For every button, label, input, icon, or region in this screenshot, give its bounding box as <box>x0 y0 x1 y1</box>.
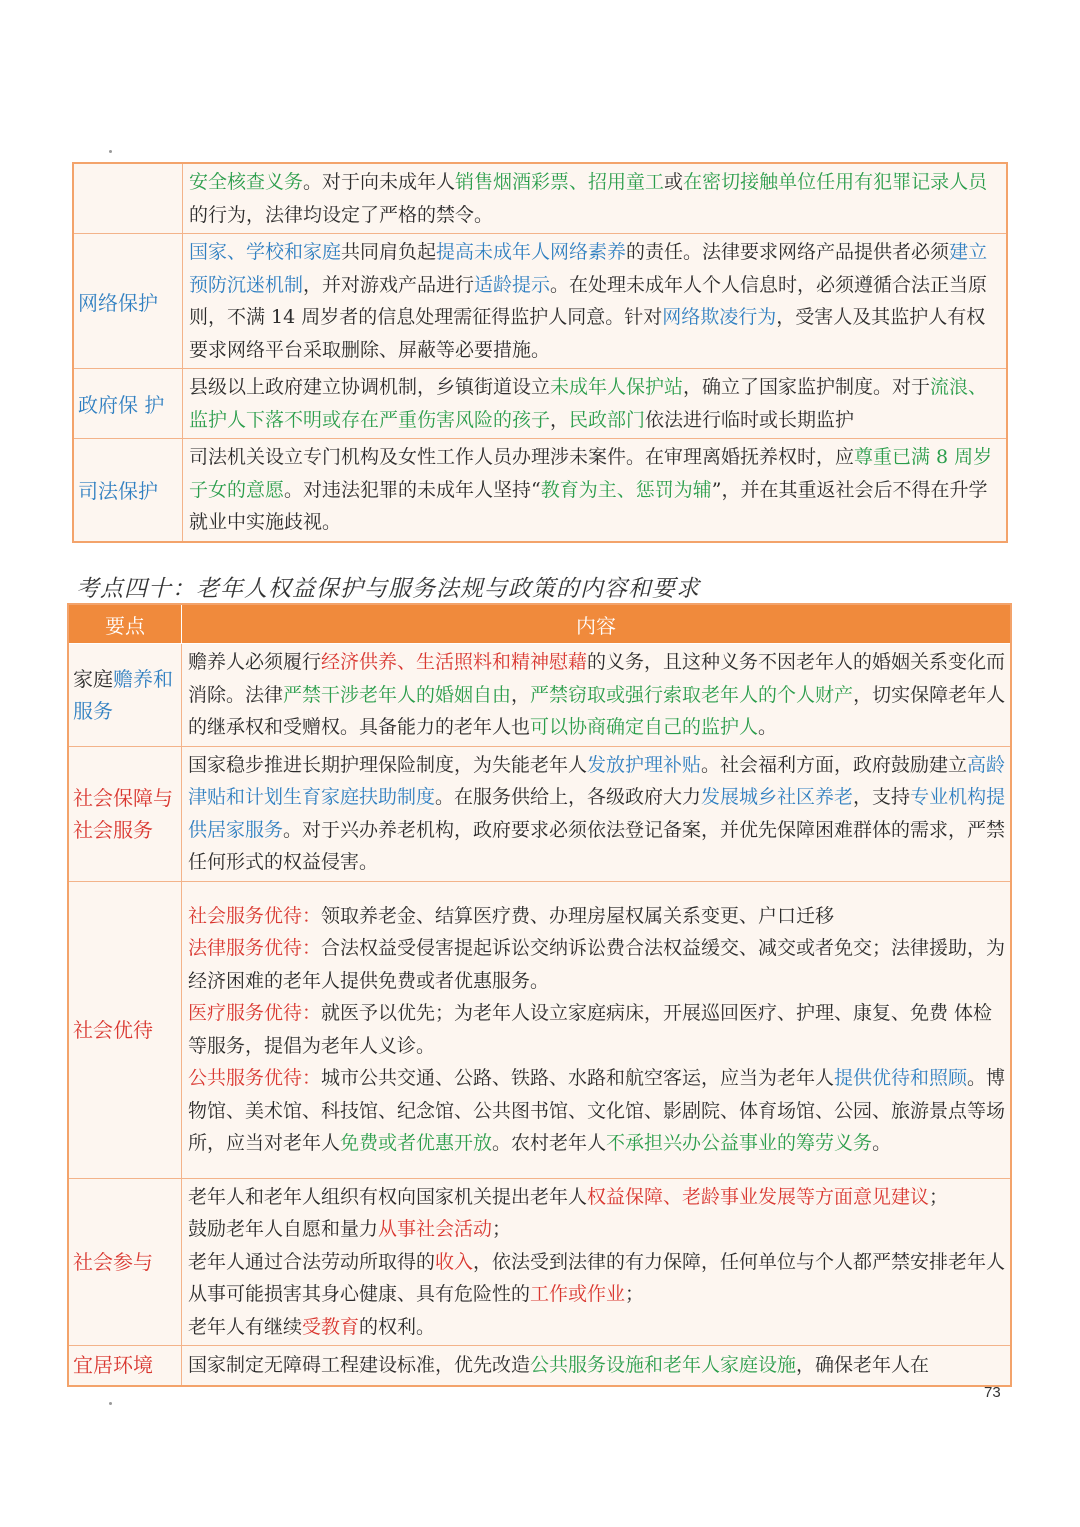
row-key <box>73 163 183 234</box>
elderly-rights-table <box>67 603 1012 1387</box>
text-run: 工作或作业 <box>530 1283 626 1305</box>
text-run: 民政部门 <box>569 408 646 431</box>
table-row <box>73 439 1007 542</box>
text-run: 老年人有继续 <box>188 1315 303 1338</box>
text-run: 网络欺凌行为 <box>662 306 777 328</box>
elderly-rights-table-body <box>68 644 1011 1386</box>
text-run: 不承担兴办公益事业的筹劳义务 <box>606 1132 873 1154</box>
text-run: 收入 <box>435 1250 474 1273</box>
text-run: ， <box>550 408 570 431</box>
table-row <box>73 163 1007 234</box>
text-run: 的义务，且这种义务不因老年人的婚姻关系变化而消除。法律 <box>188 651 1006 706</box>
row-key <box>68 746 182 881</box>
text-run: 公共服务设施和老年人家庭设施 <box>530 1354 797 1376</box>
minor-protection-table-body <box>73 163 1007 542</box>
text-run: ，依法受到法律的有力保障，任何单位与个人都严禁安排老年人从事可能损害其身心健康、具有危险性的 <box>188 1250 1006 1305</box>
table-row <box>68 644 1011 747</box>
text-run: 社会服务优待： <box>188 904 322 927</box>
row-content <box>182 644 1012 747</box>
text-run: 未成年人保护站 <box>550 376 684 398</box>
text-run: 。 <box>758 716 778 738</box>
section-heading: 考点四十：老年人权益保护与服务法规与政策的内容和要求 <box>76 576 700 602</box>
scan-dot-bottom <box>109 1402 112 1405</box>
content-line <box>188 932 1006 997</box>
text-run: ，并对游戏产品进行 <box>303 273 475 296</box>
table-row <box>68 746 1011 881</box>
text-run: 专业机构提供居家服务 <box>188 786 1006 841</box>
row-key: 政府保 护 <box>73 369 183 439</box>
text-run: 依法进行临时或长期监护 <box>645 408 855 431</box>
text-run: 的行为，法律均设定了严格的禁令。 <box>189 203 494 226</box>
row-key <box>68 1178 182 1346</box>
text-run: 司法机关设立专门机构及女性工作人员办理涉未案件。在审理离婚抚养权时，应 <box>189 446 855 468</box>
row-key <box>68 1346 182 1386</box>
content-line <box>188 1349 1006 1382</box>
text-run: 。对于向未成年人 <box>303 171 456 193</box>
text-run: 。对于兴办养老机构，政府要求必须依法登记备案，并优先保障困难群体的需求，严禁任何形式的权益侵害。 <box>188 818 1006 873</box>
table-row <box>68 1178 1011 1346</box>
text-run: 共同肩负起 <box>341 241 437 263</box>
text-run: 。 <box>872 1132 892 1154</box>
text-run: 严禁窃取或强行索取老年人的个人财产 <box>530 683 854 706</box>
text-run: 的权利。 <box>359 1315 436 1338</box>
text-run: 教育为主、惩罚为辅 <box>540 478 712 501</box>
text-run: 从事社会活动 <box>378 1218 493 1240</box>
text-run: 。农村老年人 <box>492 1132 607 1154</box>
table-header-row <box>68 604 1011 644</box>
text-run: 发展城乡社区养老 <box>701 786 854 808</box>
text-run: 高龄津贴和计划生育家庭扶助制度 <box>188 753 1006 808</box>
text-run: 家庭 <box>73 666 113 691</box>
text-run: 在密切接触单位任用有犯罪记录人员 <box>683 171 988 193</box>
text-run: 国家制定无障碍工程建设标准，优先改造 <box>188 1354 531 1376</box>
text-run: 国家稳步推进长期护理保险制度，为失能老年人 <box>188 753 588 776</box>
row-content <box>182 746 1012 881</box>
text-run: ， <box>511 683 531 706</box>
row-key <box>68 644 182 747</box>
text-run: 赡养和 <box>113 666 173 691</box>
text-run: 提供优待和照顾 <box>834 1067 968 1089</box>
content-line <box>188 900 1006 933</box>
text-run: ； <box>929 1185 949 1208</box>
text-run: 就医予以优先；为老年人设立家庭病床，开展巡回医疗、护理、康复、免费 体检等服务，提倡为老年人义诊。 <box>188 1002 993 1057</box>
row-content <box>183 369 1008 439</box>
text-run: 销售烟酒彩票、招用童工 <box>455 171 665 193</box>
text-run: 老年人通过合法劳动所取得的 <box>188 1250 436 1273</box>
table-row <box>68 1346 1011 1386</box>
content-line <box>188 1311 1006 1344</box>
text-run: 公共服务优待： <box>188 1067 322 1089</box>
text-run: 社会优待 <box>73 1017 153 1042</box>
text-run: ，确保老年人在 <box>796 1354 930 1376</box>
text-run: ”，并在其重返社会后不得在升学就业中实施歧视。 <box>189 478 988 533</box>
text-run: 流浪、监护人下落不明或存在严重伤害风险的孩子 <box>189 376 988 431</box>
text-run: 县级以上政府建立协调机制，乡镇街道设立 <box>189 376 551 398</box>
row-key: 网络保护 <box>73 234 183 369</box>
table-row <box>73 234 1007 369</box>
text-run: 城市公共交通、公路、铁路、水路和航空客运，应当为老年人 <box>321 1067 835 1089</box>
text-run: 赡养人必须履行 <box>188 651 322 673</box>
row-content <box>182 1346 1012 1386</box>
text-run: 国家、学校和家庭 <box>189 241 342 263</box>
minor-protection-table <box>72 162 1008 543</box>
header-content: 内容 <box>182 604 1012 644</box>
row-key <box>68 881 182 1178</box>
text-run: 合法权益受侵害提起诉讼交纳诉讼费合法权益缓交、减交或者免交；法律援助，为经济困难的老年人提供免费或者优惠服务。 <box>188 937 1006 992</box>
text-run: 受教育 <box>302 1315 360 1338</box>
text-run: 社会保障与社会服务 <box>73 785 173 842</box>
content-line <box>188 1062 1006 1160</box>
text-run: 严禁干涉老年人的婚姻自由 <box>283 683 512 706</box>
row-content <box>183 163 1008 234</box>
text-run: 的责任。法律要求网络产品提供者必须 <box>626 241 950 263</box>
text-run: 法律服务优待： <box>188 937 322 959</box>
table-row <box>68 881 1011 1178</box>
row-content <box>183 234 1008 369</box>
text-run: 发放护理补贴 <box>587 753 702 776</box>
text-run: 免费或者优惠开放 <box>340 1132 493 1154</box>
text-run: 。在服务供给上，各级政府大力 <box>435 786 702 808</box>
text-run: 建立预防沉迷机制 <box>189 241 988 296</box>
row-content <box>182 881 1012 1178</box>
text-run: 或 <box>664 171 684 193</box>
text-run: 。对违法犯罪的未成年人坚持“ <box>284 478 541 501</box>
text-run: 权益保障、老龄事业发展等方面意见建议 <box>587 1185 930 1208</box>
text-run: 。在处理未成年人个人信息时，必须遵循合法正当原则，不满 14 周岁者的信息处理需征得监护人同意。针对 <box>189 273 988 328</box>
content-line <box>188 646 1006 744</box>
text-run: 鼓励老年人自愿和量力 <box>188 1218 379 1240</box>
text-run: 老年人和老年人组织有权向国家机关提出老年人 <box>188 1185 588 1208</box>
text-run: 适龄提示 <box>474 273 551 296</box>
content-line <box>188 1246 1006 1311</box>
content-line <box>188 1213 1006 1246</box>
text-run: ，确立了国家监护制度。对于 <box>683 376 931 398</box>
row-key: 司法保护 <box>73 439 183 542</box>
text-run: 领取养老金、结算医疗费、办理房屋权属关系变更、户口迁移 <box>321 904 835 927</box>
content-line <box>188 749 1006 879</box>
text-run: ，切实保障老年人的继承权和受赠权。具备能力的老年人也 <box>188 683 1006 738</box>
row-content <box>182 1178 1012 1346</box>
text-run: 社会参与 <box>73 1249 153 1274</box>
content-line <box>188 997 1006 1062</box>
text-run: ，受害人及其监护人有权要求网络平台采取删除、屏蔽等必要措施。 <box>189 306 986 361</box>
header-key: 要点 <box>68 604 182 644</box>
text-run: 宜居环境 <box>73 1353 153 1378</box>
text-run: 医疗服务优待： <box>188 1002 322 1024</box>
text-run: ； <box>625 1283 645 1305</box>
table-row <box>73 369 1007 439</box>
text-run: 尊重已满 8 周岁子女的意愿 <box>189 446 993 501</box>
text-run: 。博物馆、美术馆、科技馆、纪念馆、公共图书馆、文化馆、影剧院、体育场馆、公园、旅游景点等场所，应当对老年人 <box>188 1067 1006 1154</box>
row-content <box>183 439 1008 542</box>
page-number: 73 <box>984 1384 1001 1401</box>
text-run: 安全核查义务 <box>189 171 304 193</box>
text-run: ，支持 <box>853 786 911 808</box>
text-run: 经济供养、生活照料和精神慰藉 <box>321 651 588 673</box>
text-run: ； <box>492 1218 512 1240</box>
text-run: 提高未成年人网络素养 <box>436 241 627 263</box>
content-line <box>188 1181 1006 1214</box>
scan-dot-top <box>109 150 112 153</box>
text-run: 服务 <box>73 698 113 723</box>
text-run: 。社会福利方面，政府鼓励建立 <box>701 753 968 776</box>
text-run: 可以协商确定自己的监护人 <box>530 716 759 738</box>
